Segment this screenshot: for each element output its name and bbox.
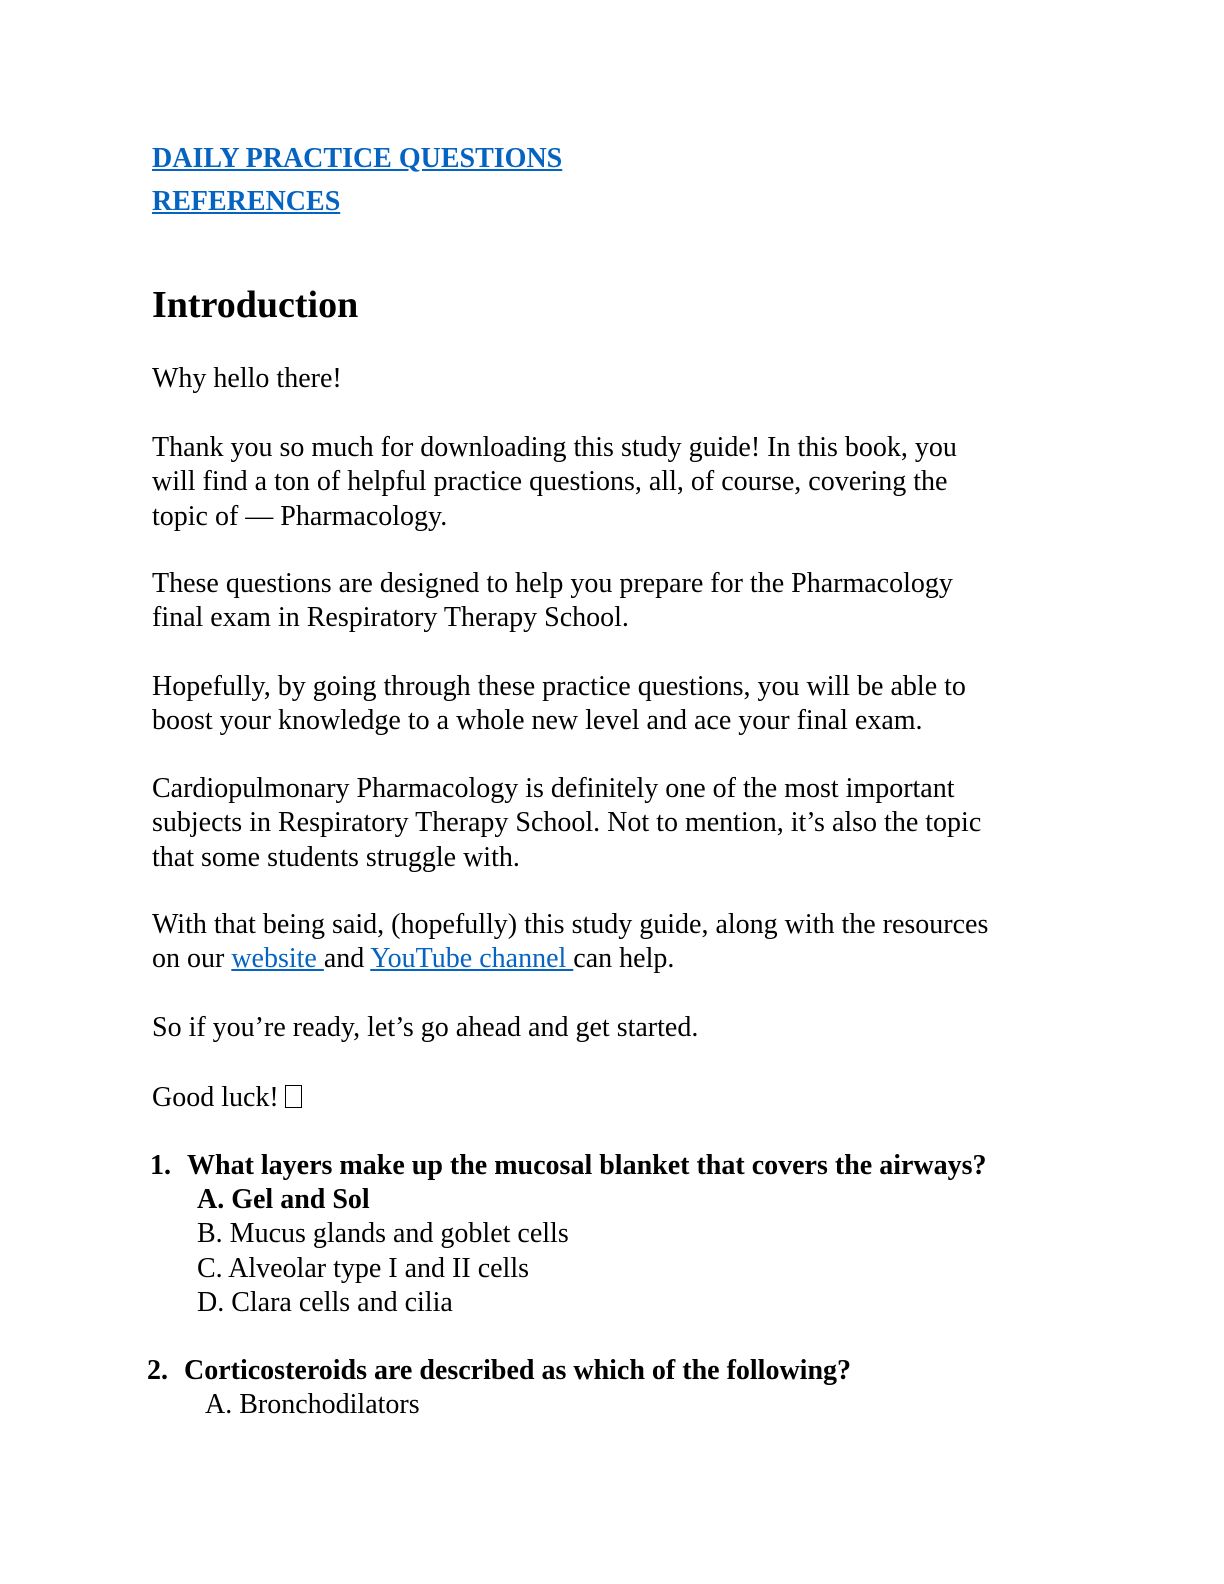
answer-option: C. Alveolar type I and II cells [197, 1253, 530, 1284]
paragraph-line: will find a ton of helpful practice questions, all, of course, covering the [152, 466, 948, 498]
paragraph-line: topic of — Pharmacology. [152, 500, 448, 532]
toc-link-references[interactable]: REFERENCES [152, 186, 341, 217]
answer-option: D. Clara cells and cilia [197, 1287, 453, 1318]
question-1 [150, 1149, 171, 1183]
question-2 [147, 1354, 168, 1388]
smiley-icon [285, 1085, 302, 1108]
paragraph-line: With that being said, (hopefully) this study guide, along with the resources [152, 909, 989, 940]
paragraph-line: subjects in Respiratory Therapy School. Not to mention, it’s also the topic [152, 807, 982, 839]
question-1-text: What layers make up the mucosal blanket that covers the airways? [187, 1150, 987, 1181]
text-fragment: on our [152, 943, 232, 975]
text-fragment: and [323, 943, 371, 975]
greeting [152, 362, 1052, 396]
paragraph-line: These questions are designed to help you prepare for the Pharmacology [152, 568, 953, 599]
intro-paragraph-2 [152, 567, 1052, 636]
paragraph-line [152, 942, 1052, 976]
intro-paragraph-5 [152, 908, 1052, 977]
paragraph-line: Why hello there! [152, 363, 342, 394]
answer-option: B. Mucus glands and goblet cells [197, 1218, 569, 1249]
paragraph-line: So if you’re ready, let’s go ahead and get started. [152, 1012, 699, 1043]
page-title: Introduction [152, 284, 359, 326]
answer-option: A. Bronchodilators [205, 1389, 420, 1420]
text-fragment: can help. [573, 943, 675, 975]
intro-paragraph-6 [152, 1011, 1052, 1045]
paragraph-line: Thank you so much for downloading this study guide! In this book, you [152, 432, 957, 463]
paragraph-line: that some students struggle with. [152, 841, 520, 873]
question-2-text: Corticosteroids are described as which of the following? [184, 1355, 852, 1386]
youtube-channel-link[interactable]: YouTube channel [370, 943, 574, 975]
question-number: 1. [150, 1150, 171, 1181]
answer-option-correct: A. Gel and Sol [197, 1184, 370, 1215]
paragraph-line: Cardiopulmonary Pharmacology is definitely one of the most important [152, 773, 955, 804]
paragraph-line [152, 1081, 1052, 1115]
intro-paragraph-4 [152, 772, 1052, 875]
intro-paragraph-1 [152, 431, 1052, 534]
toc-link-daily-practice-questions[interactable]: DAILY PRACTICE QUESTIONS [152, 143, 563, 174]
question-number: 2. [147, 1355, 168, 1386]
sign-off-text: Good luck! [152, 1082, 279, 1113]
website-link[interactable]: website [231, 943, 324, 975]
sign-off [152, 1081, 1052, 1115]
intro-paragraph-3 [152, 670, 1052, 739]
paragraph-line: boost your knowledge to a whole new level and ace your final exam. [152, 705, 923, 737]
paragraph-line: Hopefully, by going through these practice questions, you will be able to [152, 671, 966, 702]
paragraph-line: final exam in Respiratory Therapy School. [152, 602, 629, 634]
